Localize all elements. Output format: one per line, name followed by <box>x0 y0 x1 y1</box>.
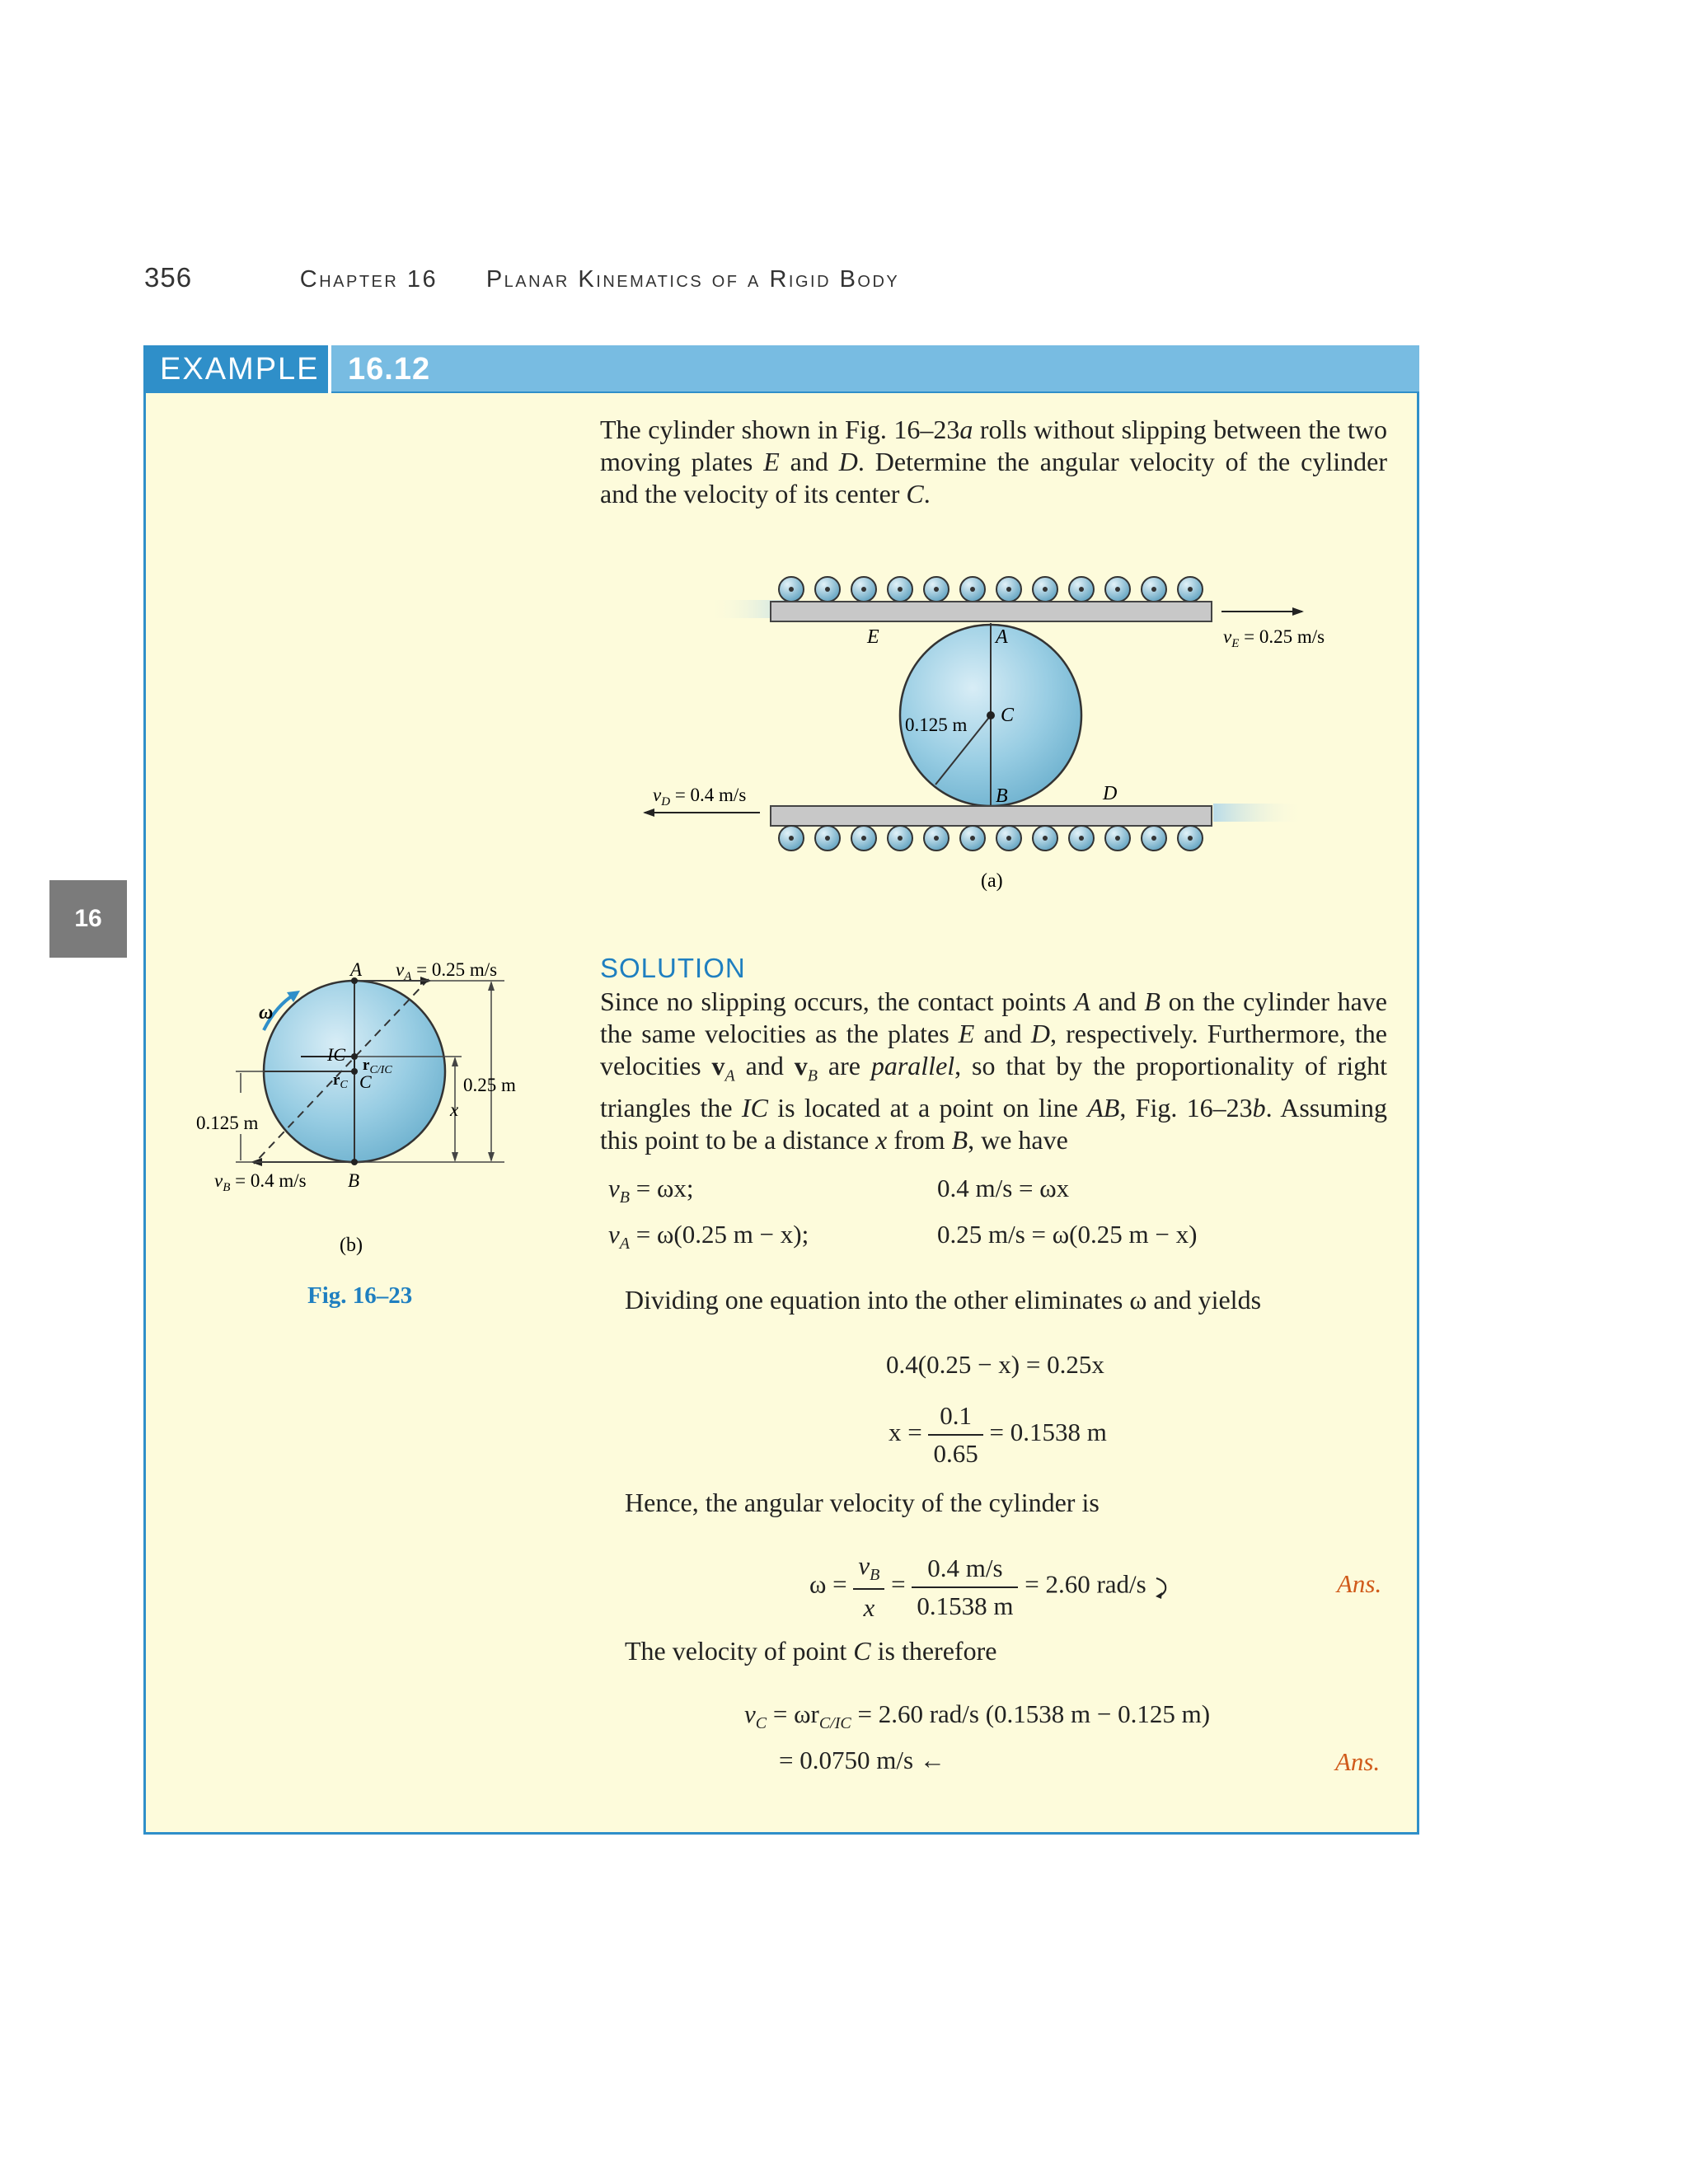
chapter-title: Planar Kinematics of a Rigid Body <box>485 266 900 293</box>
problem-text: rolls without slipping between the two moving plates <box>600 415 1388 476</box>
dim-x-arrow-top <box>452 1057 458 1066</box>
plate-e-ref: E <box>763 447 780 476</box>
plate-d <box>771 806 1212 826</box>
dim-025-arrow-bottom <box>488 1152 495 1162</box>
vb-label-b: $v_B = 0.4$ m/s <box>214 1170 307 1194</box>
bottom-roller-axles <box>789 836 1193 841</box>
label-b: B <box>996 785 1008 807</box>
velocity-text: The velocity of point C is therefore <box>625 1636 997 1666</box>
vd-label: $v_D = 0.4$ m/s <box>653 785 747 808</box>
dim-025-label: 0.25 m <box>463 1075 516 1095</box>
figure-caption: Fig. 16–23 <box>307 1282 413 1309</box>
label-c: C <box>1001 705 1015 726</box>
label-e: E <box>867 626 879 648</box>
r-cic-label: $r_{C/IC}$ <box>363 1057 392 1076</box>
answer-label-2: Ans. <box>1335 1747 1381 1776</box>
point-b <box>351 1159 358 1165</box>
plate-d-ref: D <box>838 447 858 476</box>
answer-label-1: Ans. <box>1337 1569 1382 1598</box>
label-ic-b: IC <box>327 1044 345 1065</box>
omega-label: ω <box>259 1002 274 1024</box>
vd-arrowhead <box>643 808 654 817</box>
center-ref: C <box>906 479 924 509</box>
dim-x-arrow-bottom <box>452 1152 458 1162</box>
problem-text: . Determine the angular velocity of the cylinder and the velocity of its center <box>600 447 1388 509</box>
clockwise-icon <box>1152 1575 1170 1600</box>
eq7: = 0.0750 m/s ← <box>779 1746 945 1774</box>
dim-x-label: x <box>450 1099 459 1120</box>
r-c-label: $r_C$ <box>333 1071 348 1091</box>
figure-a-caption: (a) <box>981 870 1003 892</box>
center-point <box>987 711 995 719</box>
va-label-b: $v_A = 0.25$ m/s <box>396 959 498 983</box>
dim-0125-label: 0.125 m <box>196 1113 259 1133</box>
label-a-b: A <box>350 959 363 980</box>
eq1-left: $v_B = \omega x$; <box>608 1174 694 1207</box>
problem-text: The cylinder shown in Fig. 16–23 <box>600 415 960 444</box>
ve-label: $v_E = 0.25$ m/s <box>1223 626 1325 650</box>
page-number: 356 <box>144 262 193 293</box>
eq2-left: $v_A = \omega(0.25$ m − x); <box>608 1220 809 1254</box>
hence-text: Hence, the angular velocity of the cylinder is <box>625 1488 1100 1517</box>
dim-025-arrow-top <box>488 981 495 991</box>
plate-d-motion-shadow <box>1213 804 1304 822</box>
solution-heading: SOLUTION <box>600 953 746 983</box>
radius-label: 0.125 m <box>905 715 968 735</box>
eq5: ω = $\frac{v_B}{x}$ = $\frac{0.4 m/s}{0.1538 m}$ = 2.60 rad/s <box>809 1551 1170 1623</box>
problem-statement <box>600 414 1387 510</box>
chapter-tab: 16 <box>49 880 127 958</box>
bottom-rollers <box>779 826 1203 851</box>
solution-paragraph: Since no slipping occurs, the contact points A and B on the cylinder have the same velocities as the plates E and D, respectively. Furthermore, the velocities $v_A$ and $v_B$ are parallel, so that by the proportionality of right triangles the IC is located at a point on line AB, Fig. 16–23b. Assuming this point to be a distance x from B, we have <box>600 987 1388 1155</box>
label-b-b: B <box>348 1170 360 1191</box>
label-a: A <box>996 626 1008 648</box>
chapter-label: Chapter 16 <box>299 266 438 293</box>
fig-ref: a <box>959 415 973 444</box>
example-label: EXAMPLE <box>143 345 328 393</box>
eq2-right: 0.25 m/s = ω(0.25 m − x) <box>937 1220 1198 1249</box>
dividing-text: Dividing one equation into the other eliminates ω and yields <box>625 1285 1262 1315</box>
label-d: D <box>1103 783 1118 804</box>
problem-text: and <box>779 447 839 476</box>
problem-text: . <box>923 479 931 509</box>
figure-b-caption: (b) <box>340 1235 363 1256</box>
example-number: 16.12 <box>348 352 431 387</box>
eq4: x = $\frac{0.1}{0.65}$ = 0.1538 m <box>889 1401 1107 1468</box>
label-c-b: C <box>359 1071 372 1092</box>
figure-b <box>190 956 552 1269</box>
eq6: $v_C = \omega r_{C/IC} = 2.60$ rad/s (0.1538 m − 0.125 m) <box>744 1699 1211 1733</box>
figure-a <box>626 560 1368 907</box>
ve-arrowhead <box>1292 607 1304 616</box>
plate-e <box>771 602 1212 621</box>
top-rollers <box>779 577 1203 602</box>
running-head <box>144 262 899 293</box>
eq1-right: 0.4 m/s = ωx <box>937 1174 1070 1202</box>
eq3: 0.4(0.25 − x) = 0.25x <box>886 1350 1104 1379</box>
top-roller-axles <box>789 587 1193 592</box>
